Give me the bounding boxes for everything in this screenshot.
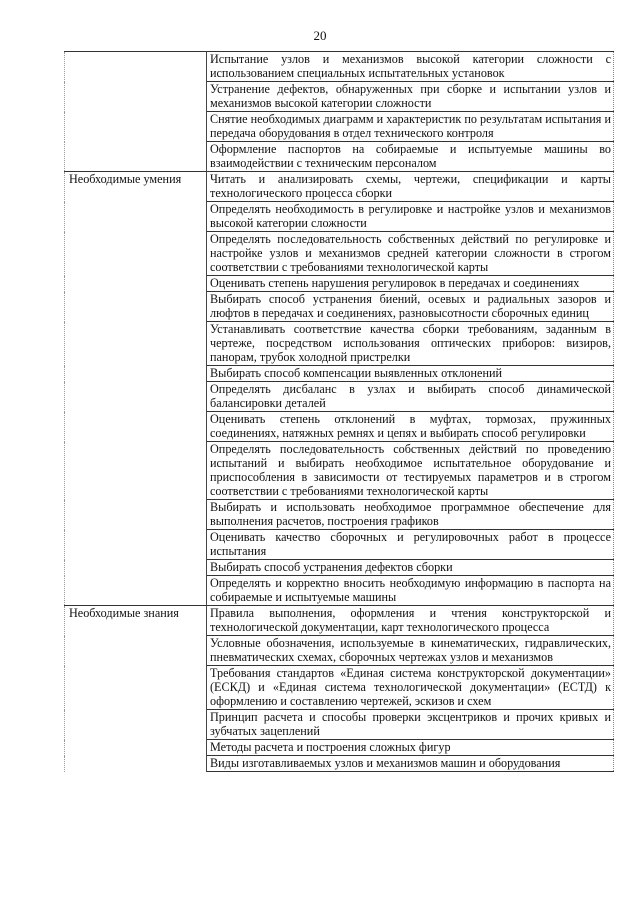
list-item: Требования стандартов «Единая система конструкторской документации» (ЕСКД) и «Единая система технологической документации» (ЕСТД) к оформлению и составлению чертежей, эскизов и схем bbox=[207, 666, 614, 710]
list-item: Снятие необходимых диаграмм и характеристик по результатам испытания и передача оборудования в отдел технического контроля bbox=[207, 112, 614, 142]
requirements-table bbox=[64, 51, 614, 772]
list-item: Выбирать способ устранения дефектов сборки bbox=[207, 560, 614, 576]
list-item: Устранение дефектов, обнаруженных при сборке и испытании узлов и механизмов высокой категории сложности bbox=[207, 82, 614, 112]
list-item: Оформление паспортов на собираемые и испытуемые машины во взаимодействии с техническим персоналом bbox=[207, 142, 614, 172]
list-item: Виды изготавливаемых узлов и механизмов машин и оборудования bbox=[207, 756, 614, 772]
list-item: Определять дисбаланс в узлах и выбирать способ динамической балансировки деталей bbox=[207, 382, 614, 412]
table-row bbox=[65, 52, 614, 82]
table-row bbox=[65, 606, 614, 636]
list-item: Определять и корректно вносить необходимую информацию в паспорта на собираемые и испытуемые машины bbox=[207, 576, 614, 606]
list-item: Оценивать степень нарушения регулировок в передачах и соединениях bbox=[207, 276, 614, 292]
list-item: Принцип расчета и способы проверки эксцентриков и прочих кривых и зубчатых зацеплений bbox=[207, 710, 614, 740]
list-item: Методы расчета и построения сложных фигур bbox=[207, 740, 614, 756]
list-item: Правила выполнения, оформления и чтения конструкторской и технологической документации, карт технологического процесса bbox=[207, 606, 614, 636]
list-item: Оценивать степень отклонений в муфтах, тормозах, пружинных соединениях, натяжных ремнях и цепях и выбирать способ регулировки bbox=[207, 412, 614, 442]
list-item: Определять необходимость в регулировке и настройке узлов и механизмов высокой категории сложности bbox=[207, 202, 614, 232]
list-item: Условные обозначения, используемые в кинематических, гидравлических, пневматических схемах, сборочных чертежах узлов и механизмов bbox=[207, 636, 614, 666]
list-item: Определять последовательность собственных действий по проведению испытаний и выбирать необходимое испытательное оборудование и приспособления в зависимости от тестируемых параметров и в строгом соответствии с требованиями технологической карты bbox=[207, 442, 614, 500]
list-item: Выбирать способ устранения биений, осевых и радиальных зазоров и люфтов в передачах и соединениях, разновысотности сборочных единиц bbox=[207, 292, 614, 322]
list-item: Определять последовательность собственных действий по регулировке и настройке узлов и механизмов средней категории сложности в строгом соответствии с требованиями технологической карты bbox=[207, 232, 614, 276]
section-label-skills: Необходимые умения bbox=[65, 172, 207, 606]
page-number: 20 bbox=[313, 28, 327, 43]
table-row bbox=[65, 172, 614, 202]
list-item: Оценивать качество сборочных и регулировочных работ в процессе испытания bbox=[207, 530, 614, 560]
list-item: Выбирать и использовать необходимое программное обеспечение для выполнения расчетов, построения графиков bbox=[207, 500, 614, 530]
list-item: Устанавливать соответствие качества сборки требованиям, заданным в чертеже, посредством использования оптических приборов: визиров, панорам, трубок холодной пристрелки bbox=[207, 322, 614, 366]
list-item: Читать и анализировать схемы, чертежи, спецификации и карты технологического процесса сборки bbox=[207, 172, 614, 202]
list-item: Испытание узлов и механизмов высокой категории сложности с использованием специальных испытательных установок bbox=[207, 52, 614, 82]
list-item: Выбирать способ компенсации выявленных отклонений bbox=[207, 366, 614, 382]
section-label bbox=[65, 52, 207, 172]
section-label-knowledge: Необходимые знания bbox=[65, 606, 207, 772]
